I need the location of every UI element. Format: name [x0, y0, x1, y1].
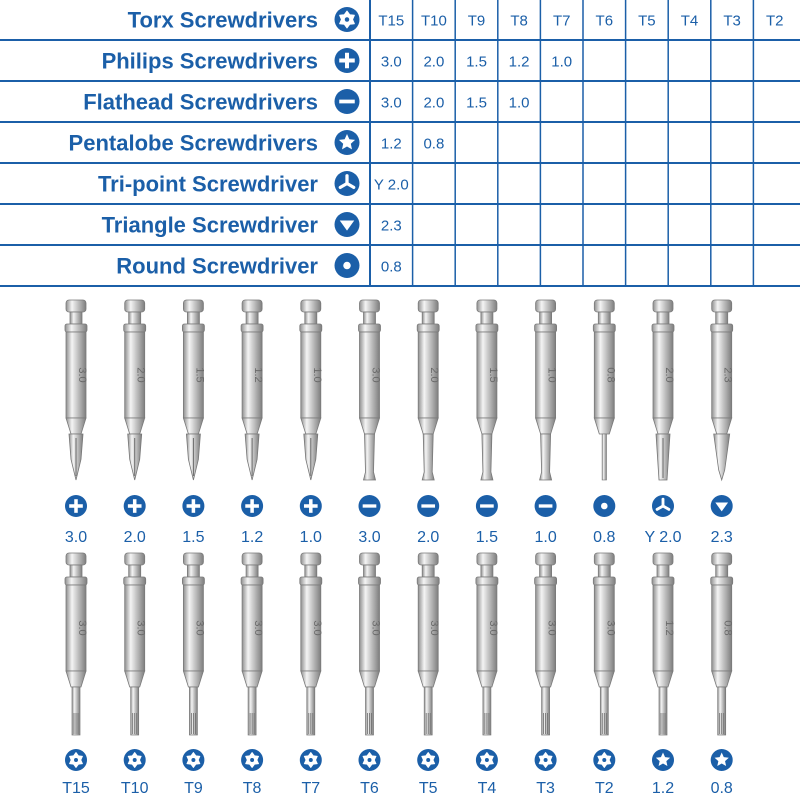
bit-marking: 3.0 — [428, 620, 441, 636]
bit-label: 3.0 — [358, 529, 381, 546]
flathead-icon — [535, 495, 557, 517]
screwdriver-bit — [535, 300, 558, 480]
bit-marking: 2.0 — [134, 367, 147, 383]
bit-label: 1.0 — [299, 529, 322, 546]
bit-label: 1.0 — [534, 529, 557, 546]
screwdriver-bit — [593, 553, 616, 735]
bit-label: 3.0 — [64, 529, 88, 546]
bit-marking: 1.0 — [545, 367, 558, 383]
triangle-icon — [711, 495, 733, 517]
bit-label: 1.5 — [182, 529, 205, 546]
screwdriver-bit — [652, 553, 675, 735]
screwdriver-bit — [182, 553, 205, 735]
bit-marking: 2.3 — [721, 367, 734, 383]
bit-marking: 0.8 — [721, 620, 734, 636]
screwdriver-bit — [417, 300, 440, 480]
table-cell: T15 — [378, 12, 405, 30]
bit-marking: 3.0 — [252, 620, 265, 636]
phillips-icon — [300, 495, 322, 517]
bit-marking: 3.0 — [604, 620, 617, 636]
bit-label: 1.5 — [475, 529, 499, 546]
bit-marking: 1.5 — [193, 367, 206, 383]
table-cell: 1.2 — [508, 53, 530, 71]
torx-icon — [124, 749, 146, 771]
bit-label: T6 — [360, 780, 379, 797]
row-label: Triangle Screwdriver — [101, 212, 318, 238]
bit-label: T2 — [594, 780, 614, 797]
bit-marking: 1.2 — [663, 620, 675, 636]
bit-label: 2.0 — [417, 529, 440, 546]
table-row — [102, 212, 402, 238]
bit-label: T4 — [477, 780, 497, 797]
round-icon — [593, 495, 615, 517]
screwdriver-bit — [476, 553, 499, 735]
row-label: Pentalobe Screwdrivers — [68, 130, 318, 156]
row-label: Torx Screwdrivers — [127, 7, 318, 33]
table-cell: 3.0 — [380, 94, 402, 112]
flathead-icon — [417, 495, 439, 517]
table-cell: 2.0 — [423, 53, 445, 71]
table-cell: 0.8 — [380, 258, 402, 276]
bit-size-table — [0, 0, 800, 286]
table-cell: T6 — [595, 12, 614, 30]
torx-icon — [182, 749, 204, 771]
table-cell: T10 — [420, 12, 447, 30]
bit-label: 0.8 — [593, 529, 616, 546]
torx-icon — [241, 749, 263, 771]
screwdriver-bit — [711, 553, 734, 735]
table-cell: T8 — [510, 12, 528, 30]
tripoint-icon — [335, 171, 360, 196]
table-cell: T5 — [638, 12, 656, 30]
table-row — [69, 130, 445, 156]
torx-icon — [65, 749, 87, 771]
row-label: Tri-point Screwdriver — [97, 171, 318, 197]
screwdriver-bit — [417, 553, 440, 735]
bit-marking: 1.5 — [486, 367, 499, 383]
torx-icon — [417, 749, 439, 771]
pentalobe-icon — [335, 130, 360, 155]
row-label: Round Screwdriver — [116, 253, 318, 279]
screwdriver-bit — [535, 553, 558, 735]
bit-marking: 1.2 — [252, 367, 265, 383]
triangle-icon — [335, 212, 360, 237]
table-cell: 1.2 — [380, 135, 402, 153]
table-cell: T7 — [552, 12, 571, 30]
bit-label: 2.0 — [123, 529, 146, 546]
bit-marking: 2.0 — [428, 367, 441, 383]
screwdriver-bit — [124, 553, 147, 735]
bits-row-top — [65, 300, 734, 546]
bit-label: T7 — [301, 780, 321, 797]
screwdriver-bit — [241, 300, 264, 480]
bit-label: T9 — [184, 780, 203, 797]
bit-label: Y 2.0 — [644, 529, 682, 546]
screwdriver-bit — [300, 300, 323, 480]
bit-marking: 3.0 — [193, 620, 206, 636]
screwdriver-bit — [652, 300, 675, 480]
screwdriver-bit — [711, 300, 734, 480]
phillips-icon — [335, 48, 360, 73]
torx-icon — [359, 749, 381, 771]
table-cell: 1.5 — [466, 53, 487, 71]
pentalobe-icon — [711, 749, 733, 771]
bit-label: T5 — [418, 780, 438, 797]
table-cell: 1.5 — [466, 94, 487, 112]
flathead-icon — [476, 495, 498, 517]
round-icon — [335, 253, 360, 278]
bit-label: 0.8 — [710, 780, 733, 797]
screwdriver-bit — [182, 300, 205, 480]
bit-marking: 3.0 — [134, 620, 147, 636]
table-cell: 1.0 — [551, 53, 573, 71]
table-cell: T2 — [765, 12, 784, 30]
tripoint-icon — [652, 495, 674, 517]
bit-marking: 0.8 — [604, 367, 617, 383]
table-cell: 1.0 — [508, 94, 530, 112]
screwdriver-bit — [476, 300, 499, 480]
bit-marking: 3.0 — [369, 367, 382, 383]
bit-marking: 2.0 — [663, 367, 675, 383]
torx-icon — [535, 749, 557, 771]
table-row — [98, 171, 409, 197]
bits-row-bottom — [62, 553, 733, 797]
torx-icon — [335, 7, 360, 32]
bit-label: T3 — [536, 780, 555, 797]
pentalobe-icon — [652, 749, 674, 771]
bit-label: 2.3 — [710, 529, 733, 546]
table-cell: 3.0 — [380, 53, 402, 71]
table-cell: 2.3 — [380, 217, 402, 235]
bit-label: 1.2 — [240, 529, 264, 546]
screwdriver-bit — [124, 300, 147, 480]
flathead-icon — [335, 89, 360, 114]
bit-marking: 3.0 — [369, 620, 382, 636]
screwdriver-bit — [65, 553, 88, 735]
screwdriver-bit — [359, 553, 382, 735]
table-row — [116, 253, 401, 279]
screwdriver-bit — [65, 300, 88, 480]
table-row — [102, 48, 573, 74]
bit-label: T10 — [120, 780, 149, 797]
phillips-icon — [182, 495, 204, 517]
torx-icon — [593, 749, 615, 771]
table-cell: 0.8 — [423, 135, 445, 153]
phillips-icon — [65, 495, 87, 517]
screwdriver-bit — [300, 553, 323, 735]
bit-marking: 3.0 — [486, 620, 499, 636]
bit-marking: 3.0 — [76, 367, 88, 383]
table-cell: T9 — [467, 12, 486, 30]
screwdriver-bit — [359, 300, 382, 480]
bit-label: T8 — [242, 780, 262, 797]
table-cell: T4 — [680, 12, 699, 30]
screwdriver-bit — [241, 553, 264, 735]
phillips-icon — [124, 495, 146, 517]
bit-marking: 1.0 — [310, 367, 323, 383]
phillips-icon — [241, 495, 263, 517]
torx-icon — [476, 749, 498, 771]
bit-label: T15 — [62, 780, 90, 797]
bit-label: 1.2 — [651, 780, 675, 797]
bit-marking: 3.0 — [76, 620, 88, 636]
bit-marking: 3.0 — [310, 620, 323, 636]
torx-icon — [300, 749, 322, 771]
table-cell: T3 — [723, 12, 741, 30]
table-row — [83, 89, 529, 115]
flathead-icon — [359, 495, 381, 517]
row-label: Flathead Screwdrivers — [83, 89, 318, 115]
table-cell: 2.0 — [423, 94, 445, 112]
row-label: Philips Screwdrivers — [101, 48, 318, 74]
table-cell: Y 2.0 — [373, 176, 409, 194]
screwdriver-bit — [593, 300, 616, 480]
bit-marking: 3.0 — [545, 620, 558, 636]
